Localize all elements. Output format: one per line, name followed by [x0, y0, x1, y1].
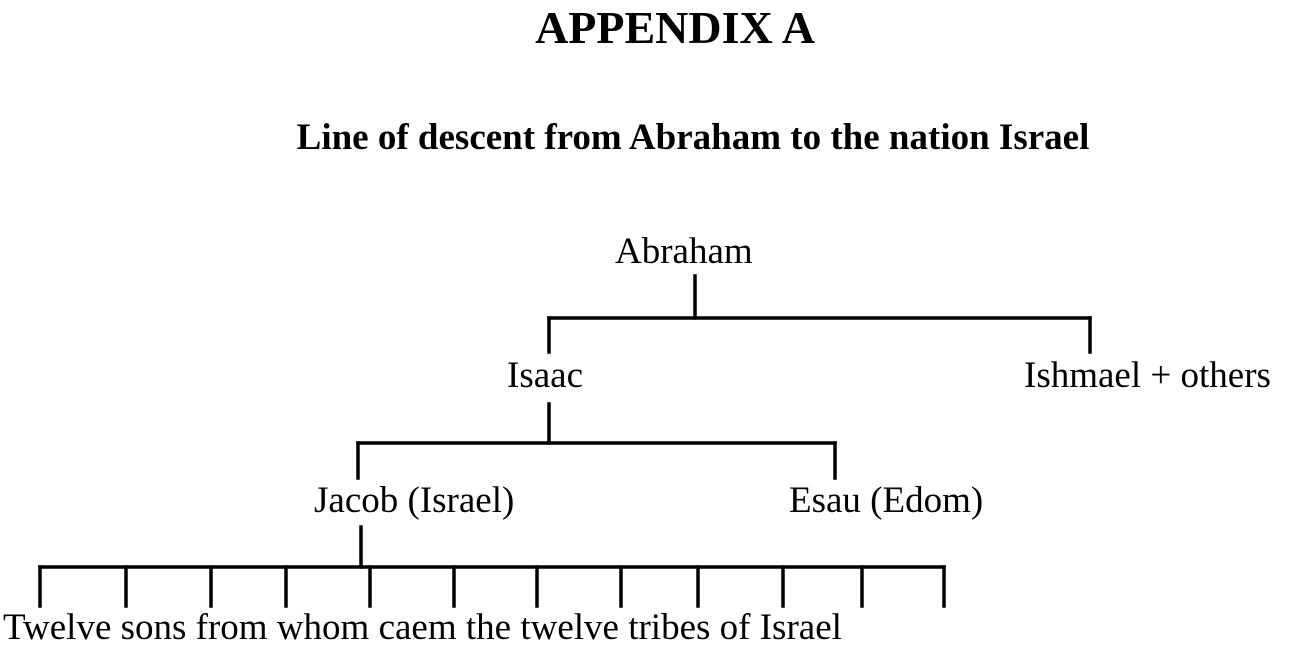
node-esau: Esau (Edom)	[789, 480, 984, 521]
node-abraham: Abraham	[615, 231, 753, 272]
appendix-title: APPENDIX A	[535, 2, 815, 53]
node-twelve-sons: Twelve sons from whom caem the twelve tribes of Israel	[3, 607, 842, 648]
diagram-title: Line of descent from Abraham to the nation Israel	[296, 117, 1090, 158]
node-jacob: Jacob (Israel)	[314, 480, 515, 521]
twelve-son-drops	[40, 567, 944, 606]
node-ishmael-others: Ishmael + others	[1024, 355, 1271, 396]
node-isaac: Isaac	[507, 355, 583, 396]
